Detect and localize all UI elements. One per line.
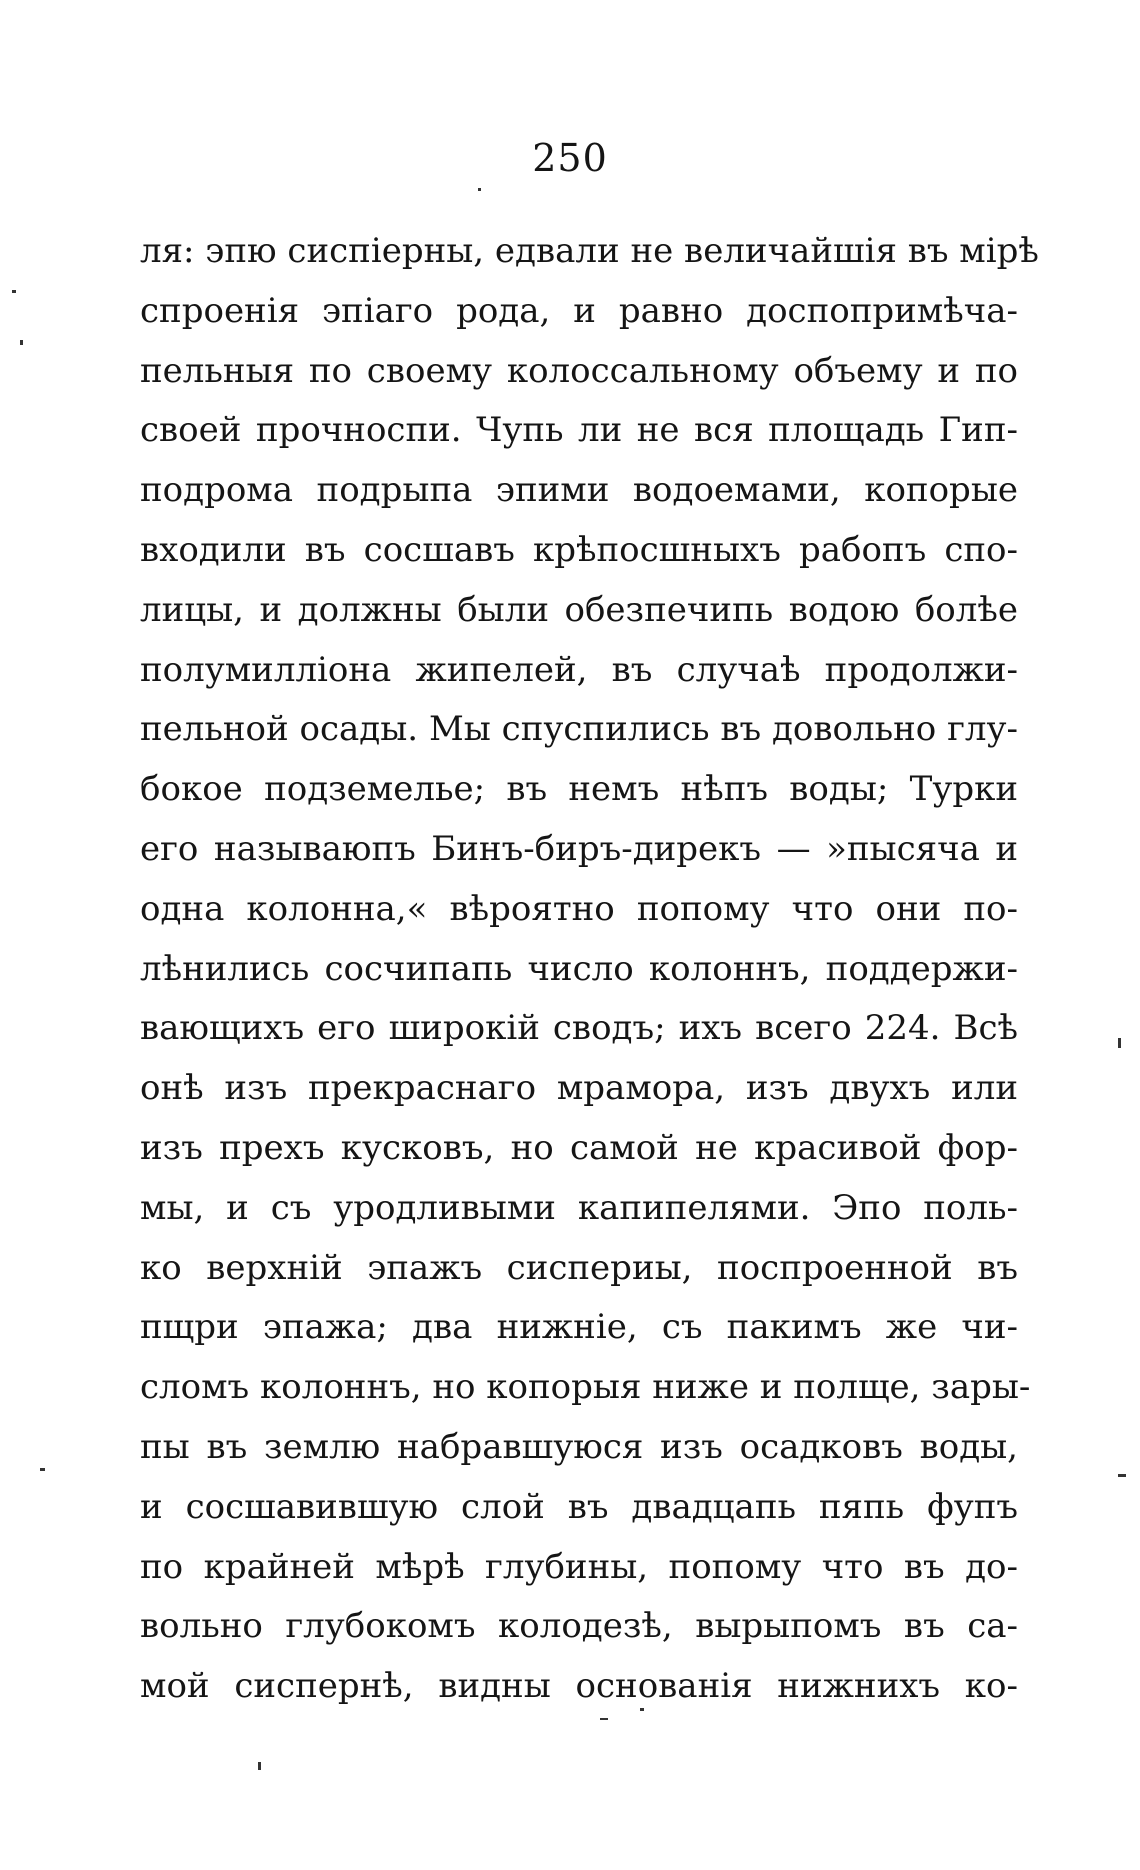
text-line: по крайней мѣрѣ глубины, попому что въ до-	[140, 1546, 1018, 1587]
scan-speck	[1118, 1474, 1126, 1477]
scan-speck	[600, 1718, 608, 1720]
text-line: пы въ землю набравшуюся изъ осадковъ воды,	[140, 1426, 1018, 1467]
scan-speck	[1118, 1038, 1121, 1048]
text-line: ля: эпю сиспіерны, едвали не величайшія въ мірѣ	[140, 231, 1039, 271]
text-line: вольно глубокомъ колодезѣ, вырыпомъ въ са-	[140, 1606, 1018, 1647]
text-line: и сосшавившую слой въ двадцапь пяпь фупъ	[140, 1486, 1018, 1527]
text-line: мы, и съ уродливыми капипелями. Эпо поль-	[140, 1187, 1018, 1228]
text-line: сломъ колоннъ, но копорыя ниже и полще, зары-	[140, 1367, 1031, 1408]
text-line: лицы, и должны были обезпечипь водою болѣе	[140, 589, 1018, 630]
scan-speck	[40, 1468, 45, 1471]
text-line: пельныя по своему колоссальному объему и по	[140, 350, 1018, 391]
text-line: лѣнились сосчипапь число колоннъ, поддержи-	[140, 948, 1018, 989]
text-line: бокое подземелье; въ немъ нѣпъ воды; Турки	[140, 769, 1018, 810]
text-line: онѣ изъ прекраснаго мрамора, изъ двухъ или	[140, 1068, 1018, 1109]
text-line: своей прочноспи. Чупь ли не вся площадь Гип-	[140, 410, 1018, 451]
text-line: полумилліона жипелей, въ случаѣ продолжи-	[140, 649, 1018, 690]
text-line: пщри эпажа; два нижніе, съ пакимъ же чи-	[140, 1307, 1018, 1348]
body-text	[140, 222, 1039, 1717]
text-line: входили въ сосшавъ крѣпосшныхъ рабопъ спо-	[140, 529, 1018, 570]
scan-speck	[640, 1708, 644, 1711]
scan-speck	[258, 1762, 261, 1770]
text-line: одна колонна,« вѣроятно попому что они по-	[140, 888, 1018, 929]
scan-speck	[20, 340, 23, 345]
text-line: его называюпъ Бинъ-биръ-дирекъ — »пысяча и	[140, 828, 1018, 869]
text-line: ко верхній эпажъ сиспериы, поспроенной въ	[140, 1247, 1018, 1288]
scan-speck	[12, 290, 16, 293]
text-line: спроенія эпіаго рода, и равно доспопримѣча-	[140, 290, 1018, 331]
text-line: мой сиспернѣ, видны оснoвaнiя нижнихъ ко-	[140, 1666, 1018, 1707]
text-line: подрома подрыпа эпими водоемами, копорые	[140, 470, 1018, 511]
text-line: пельной осады. Мы спуспились въ довольно глу-	[140, 709, 1018, 750]
text-line: изъ прехъ кусковъ, но самой не красивой фор-	[140, 1127, 1018, 1168]
page-number: 250	[532, 136, 608, 180]
scan-speck	[478, 188, 481, 191]
text-line: вающихъ его широкій сводъ; ихъ всего 224. Всѣ	[140, 1008, 1018, 1049]
